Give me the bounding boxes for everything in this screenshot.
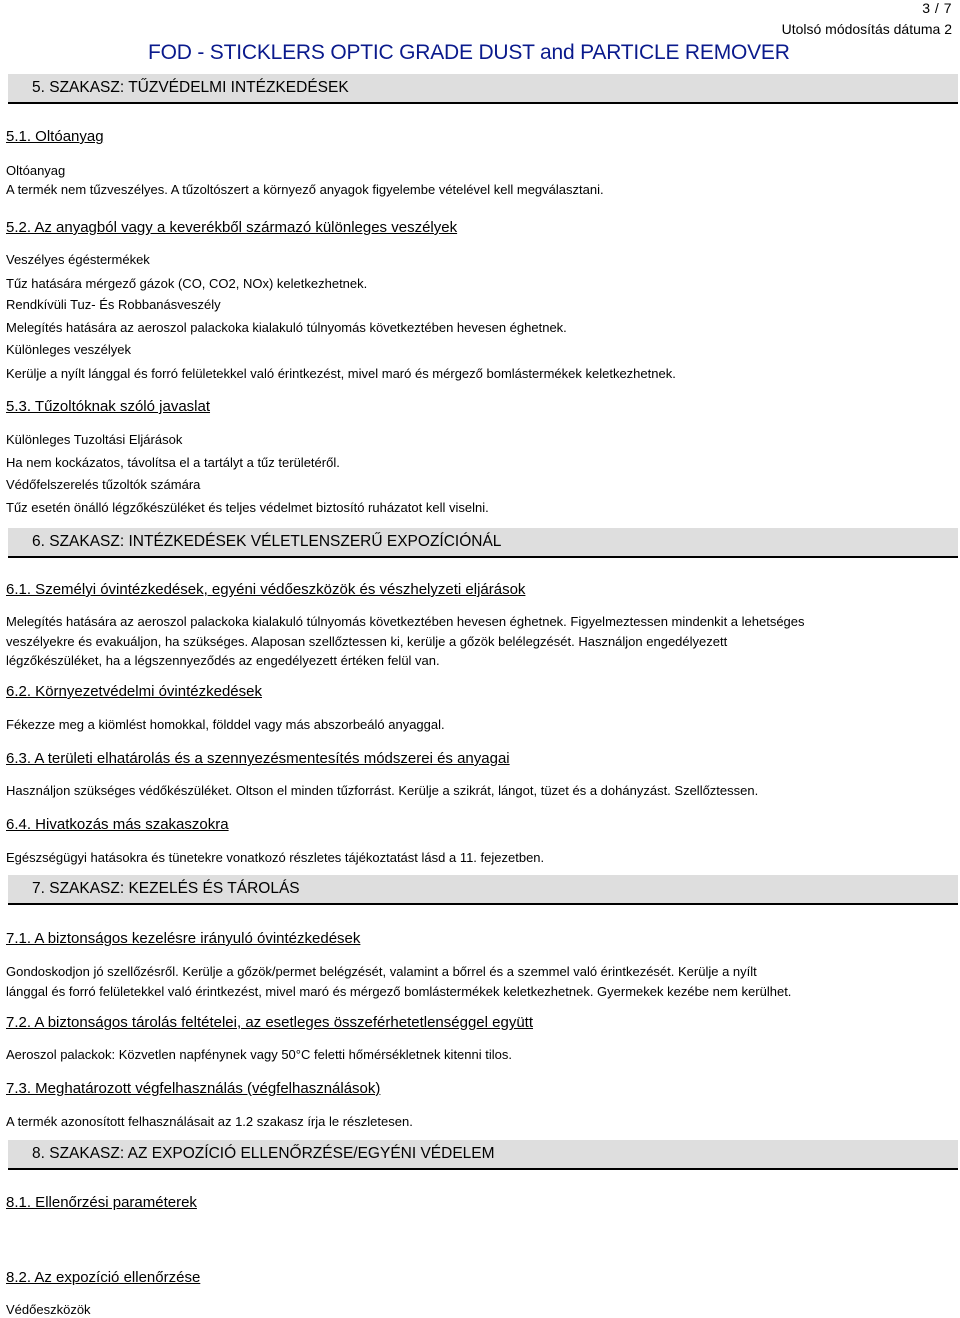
subheading-extinguishing-media: Oltóanyag (6, 163, 66, 178)
heading-8-2: 8.2. Az expozíció ellenőrzése (6, 1269, 201, 1286)
revision-date-label: Utolsó módosítás dátuma 2 (781, 21, 952, 37)
section-7-header (8, 875, 958, 905)
heading-8-1: 8.1. Ellenőrzési paraméterek (6, 1194, 197, 1211)
heading-5-2: 5.2. Az anyagból vagy a keverékből származó különleges veszélyek (6, 219, 458, 236)
heading-5-1: 5.1. Oltóanyag (6, 128, 104, 145)
text-extinguishing-media: A termék nem tűzveszélyes. A tűzoltószert a környező anyagok figyelembe vételével kell megválasztani. (6, 182, 604, 197)
section-5-header (8, 74, 958, 104)
text-line: Gondoskodjon jó szellőzésről. Kerülje a gőzök/permet belégzését, valamint a bőrrel és a szemmel való érintkezését. Kerülje a nyílt (6, 964, 757, 979)
page-number: 3 / 7 (922, 0, 952, 16)
text-firefighter-equipment: Tűz esetén önálló légzőkészüléket és teljes védelmet biztosító ruházatot kell viselni. (6, 500, 489, 515)
text-line: Melegítés hatására az aeroszol palackoka kialakuló túlnyomás következtében hevesen éghetnek. Figyelmeztessen mindenkit a lehetséges (6, 614, 805, 629)
heading-6-1: 6.1. Személyi óvintézkedések, egyéni védőeszközök és vészhelyzeti eljárások (6, 581, 526, 598)
text-safe-handling (6, 962, 906, 1001)
product-title: FOD - STICKLERS OPTIC GRADE DUST and PARTICLE REMOVER (148, 41, 790, 64)
text-firefighting-procedures: Ha nem kockázatos, távolítsa el a tartályt a tűz területéről. (6, 455, 340, 470)
text-fire-explosion: Melegítés hatására az aeroszol palackoka kialakuló túlnyomás következtében hevesen éghetnek. (6, 320, 567, 335)
text-hazardous-combustion: Tűz hatására mérgező gázok (CO, CO2, NOx) keletkezhetnek. (6, 276, 368, 291)
text-line: légzőkészüléket, ha a légszennyeződés az engedélyezett értéken felül van. (6, 653, 440, 668)
section-7-title: 7. SZAKASZ: KEZELÉS ÉS TÁROLÁS (32, 880, 300, 897)
section-8-title: 8. SZAKASZ: AZ EXPOZÍCIÓ ELLENŐRZÉSE/EGYÉNI VÉDELEM (32, 1145, 495, 1162)
subheading-firefighter-equipment: Védőfelszerelés tűzoltók számára (6, 477, 201, 492)
heading-6-2: 6.2. Környezetvédelmi óvintézkedések (6, 683, 262, 700)
heading-7-1: 7.1. A biztonságos kezelésre irányuló óvintézkedések (6, 930, 361, 947)
text-line: veszélyekre és evakuáljon, ha szükséges. Alaposan szellőztessen ki, kerülje a gőzök belélegzését. Használjon engedélyezett (6, 633, 728, 649)
section-6-title: 6. SZAKASZ: INTÉZKEDÉSEK VÉLETLENSZERŰ EXPOZÍCIÓNÁL (32, 533, 502, 550)
subheading-specific-hazards: Különleges veszélyek (6, 342, 132, 357)
section-8-header (8, 1140, 958, 1170)
text-line: lánggal és forró felületekkel való érintkezést, mivel maró és mérgező bomlástermékek keletkezhetnek. Gyermekek kezébe nem kerülhet. (6, 983, 792, 999)
subheading-fire-explosion: Rendkívüli Tuz- És Robbanásveszély (6, 297, 221, 312)
text-personal-precautions (6, 612, 906, 671)
text-reference-sections: Egészségügyi hatásokra és tünetekre vonatkozó részletes tájékoztatást lásd a 11. fejezetben. (6, 850, 545, 865)
text-containment-methods: Használjon szükséges védőkészüléket. Oltson el minden tűzforrást. Kerülje a szikrát, lángot, tüzet és a dohányzást. Szellőztessen. (6, 783, 759, 798)
section-6-header (8, 528, 958, 558)
heading-7-3: 7.3. Meghatározott végfelhasználás (végfelhasználások) (6, 1080, 381, 1097)
subheading-hazardous-combustion: Veszélyes égéstermékek (6, 252, 150, 267)
text-specific-hazards: Kerülje a nyílt lánggal és forró felületekkel való érintkezést, mivel maró és mérgező bomlástermékek keletkezhetnek. (6, 366, 676, 381)
heading-7-2: 7.2. A biztonságos tárolás feltételei, az esetleges összeférhetetlenséggel együtt (6, 1014, 534, 1031)
subheading-firefighting-procedures: Különleges Tuzoltási Eljárások (6, 432, 183, 447)
heading-6-4: 6.4. Hivatkozás más szakaszokra (6, 816, 229, 833)
text-safe-storage: Aeroszol palackok: Közvetlen napfénynek vagy 50°C feletti hőmérsékletnek kitenni tilos. (6, 1047, 512, 1062)
heading-6-3: 6.3. A területi elhatárolás és a szennyezésmentesítés módszerei és anyagai (6, 750, 510, 767)
section-5-title: 5. SZAKASZ: TŰZVÉDELMI INTÉZKEDÉSEK (32, 79, 349, 96)
heading-5-3: 5.3. Tűzoltóknak szóló javaslat (6, 398, 211, 415)
text-end-use: A termék azonosított felhasználásait az 1.2 szakasz írja le részletesen. (6, 1114, 413, 1129)
text-environmental-precautions: Fékezze meg a kiömlést homokkal, földdel vagy más abszorbeáló anyaggal. (6, 717, 445, 732)
subheading-protective-equipment: Védőeszközök (6, 1302, 91, 1317)
